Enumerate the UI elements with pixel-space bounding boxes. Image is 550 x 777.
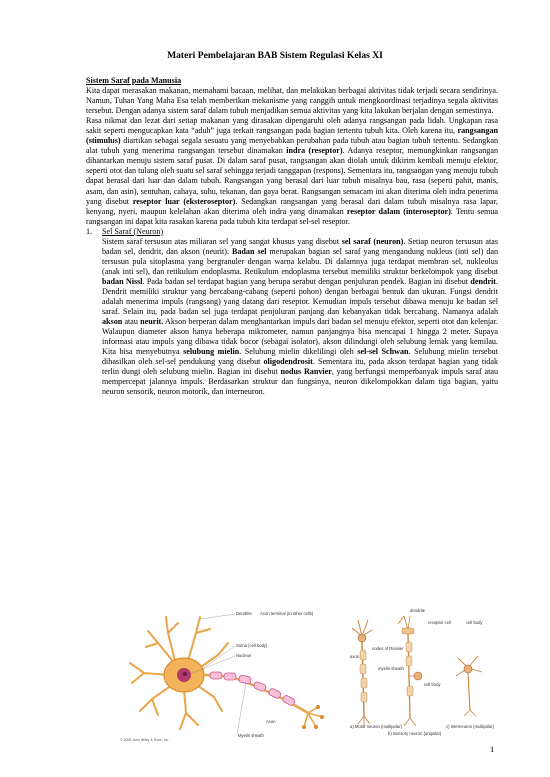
- text-run: . Pada badan sel terdapat bagian yang berupa serabut dengan penjuluran pendek. Bagian ini disebut: [142, 276, 471, 286]
- text-run: . Dendrit memiliki struktur yang bercabang-cabang (seperti pohon) dengan berbagai bentuk dan ukuran. Fungsi dendrit adalah menerima impuls (rangsang) yang datang dari reseptor. Kemudian impuls tersebut dibawa menuju ke badan sel saraf. Selain itu, pada badan sel juga terdapat penjuluran panjang dan kebanyakan tidak bercabang. Namanya adalah: [102, 276, 499, 317]
- bold-term: neurit.: [140, 317, 164, 327]
- text-run: , yang berfungsi memperbanyak impuls saraf atau mempercepat jalannya impuls. Berdasarkan struktur dan fungsinya, neuron dikelompokkan dalam tiga bagian, yaitu neuron sensorik, neuron motorik, dan interneuron.: [102, 367, 498, 397]
- label-axon: axon: [350, 654, 360, 659]
- label-soma: Soma (cell body): [236, 643, 268, 648]
- list-number: 1.: [86, 226, 93, 236]
- bold-term: dendrit: [470, 276, 496, 286]
- caption-sensory: b) Sensory neuron (unipolar): [388, 731, 442, 736]
- text-run: Rasa nikmat dan lezat dari setiap makanan yang dirasakan dipengaruhi oleh adanya rangsangan pada lidah. Ungkapan rasa sakit seperti mengucapkan kata “aduh” juga terkait rangsangan pada bagian tertentu tubuh kita. Oleh karena itu,: [86, 116, 498, 136]
- sub-heading: Sel Saraf (Neuron): [102, 226, 164, 236]
- bold-term-stimulus: rangsangan (stimulus): [86, 126, 498, 146]
- caption-interneuron: c) Interneuron (multipolar): [446, 724, 495, 729]
- label-cell-body-2: cell body: [424, 682, 441, 687]
- section-heading: Sistem Saraf pada Manusia: [86, 76, 182, 85]
- bold-term-eksteroseptor: reseptor luar (eksteroseptor): [132, 196, 236, 206]
- bold-term: sel saraf (neuron): [341, 236, 404, 246]
- bold-term: Badan sel: [231, 246, 267, 256]
- text-run: . Tentu semua rangsangan ini dapat kita rasakan karena pada tubuh kita terdapat sel-sel reseptor.: [86, 206, 498, 226]
- label-cell-body: cell body: [466, 620, 483, 625]
- text-run: merupakan bagian sel saraf yang mengandung nukleus (inti sel) dan tersusun pula sitoplasma yang bergranuler dengan warna kelabu. Di dalamnya juga terdapat membran sel, nukleolus (anak inti sel), dan retikulum endoplasma. Retikulum endoplasma tersebut memiliki struktur berkelompok yang disebut: [102, 246, 498, 276]
- text-run: . Sedangkan rangsangan yang berasal dari dalam tubuh misalnya rasa lapar, kenyang, nyeri, maupun kelelahan akan diterima oleh indra yang dinamakan: [86, 196, 498, 216]
- text-run: . Setiap neuron tersusun atas badan sel, dendrit, dan akson (neurit).: [102, 236, 498, 256]
- text-run: diartikan sebagai segala sesuatu yang menyebabkan perubahan pada tubuh atau bagian tubuh tertentu. Sedangkan alat tubuh yang menerima rangsangan tersebut dinamakan: [86, 136, 498, 156]
- label-axon-terminal: Axon terminal (to other cells): [260, 611, 314, 616]
- neuron-paragraph: [102, 237, 498, 398]
- bold-term-reseptor: indra (reseptor): [286, 146, 343, 156]
- bold-term: sel-sel Schwan: [357, 347, 409, 357]
- label-myelin: myelin sheath: [378, 666, 404, 671]
- bold-term: selubung mielin: [183, 347, 240, 357]
- caption-motor: a) Motor neuron (multipolar): [350, 724, 402, 729]
- bold-term: nodus Ranvier: [280, 367, 332, 377]
- copyright-text: © 2005 John Wiley & Sons, Inc.: [120, 738, 170, 742]
- bold-term: oligodendrosit: [263, 357, 313, 367]
- neuron-types-diagram: [348, 606, 498, 740]
- neuron-diagram: [118, 603, 338, 743]
- label-receptor: receptor cell: [428, 620, 451, 625]
- list-item-neuron: [86, 227, 498, 398]
- page-number: 1: [490, 744, 495, 754]
- intro-paragraph: Kita dapat merasakan makanan, memahami bacaan, melihat, dan melakukan berbagai aktivitas tidak terjadi secara sendirinya. Namun, Tuhan Yang Maha Esa telah memberikan mekanisme yang canggih untuk mengkoordinasi terjadinya segala aktivitas tersebut. Dengan adanya sistem saraf dalam tubuh menjadikan semua aktivitas yang kita lakukan berjalan dengan semestinya.: [86, 86, 498, 116]
- text-run: . Selubung mielin dikelilingi oleh: [239, 347, 358, 357]
- text-run: atau: [122, 317, 141, 327]
- bold-term-interoseptor: reseptor dalam (interoseptor): [346, 206, 451, 216]
- stimulus-paragraph: [86, 116, 498, 227]
- list-body: [102, 227, 498, 398]
- bold-term: badan Nissl: [102, 276, 143, 286]
- label-myelin: Myelin sheath: [238, 733, 264, 738]
- label-nodes: nodes of Ranvier: [372, 646, 404, 651]
- document-body: [86, 76, 498, 398]
- label-axon: Axon: [266, 719, 276, 724]
- text-run: Akson berperan dalam menghantarkan impuls dari badan sel menuju efektor, seperti otot dan kelenjar. Walaupun diameter akson hanya beberapa mikrometer, namun panjangnya bisa mencapai 1 hingga 2 meter. Supaya informasi atau impuls yang dibawa tidak bocor (sebagai isolator), akson dilindungi oleh selubung lemak yang kemilau. Kita bisa menyebutnya: [102, 317, 498, 357]
- bold-term: akson: [102, 317, 123, 327]
- text-run: . Adanya reseptor, memungkinkan rangsangan dihantarkan menuju sistem saraf pusat. Di dalam saraf pusat, rangsangan akan diolah untuk dikirim kembali menuju efektor, seperti otot dan tulang oleh suatu sel saraf sehingga terjadi tanggapan (respons). Sementara itu, rangsangan yang menuju tubuh dapat berasal dari luar dan dalam tubuh. Rangsangan yang berasal dari luar tubuh misalnya bau, rasa (seperti pahit, manis, asam, dan asin), sentuhan, cahaya, suhu, tekanan, dan gaya berat. Rangsangan semacam ini akan diterima oleh indra penerima yang disebut: [86, 146, 498, 206]
- document-title: Materi Pembelajaran BAB Sistem Regulasi Kelas XI: [167, 50, 383, 61]
- text-run: . Sementara itu, pada akson terdapat bagian yang tidak terlin dungi oleh selubung mielin. Bagian ini disebut: [102, 357, 498, 377]
- label-dendrite: Dendrite: [236, 611, 252, 616]
- text-run: Sistem saraf tersusun atas miliaran sel yang sangat khusus yang disebut: [102, 236, 342, 246]
- label-nucleus: Nucleus: [236, 653, 252, 658]
- text-run: . Selubung mielin tersebut dihasilkan oleh sel-sel pendukung yang disebut: [102, 347, 498, 367]
- label-dendrite: dendrite: [410, 608, 426, 613]
